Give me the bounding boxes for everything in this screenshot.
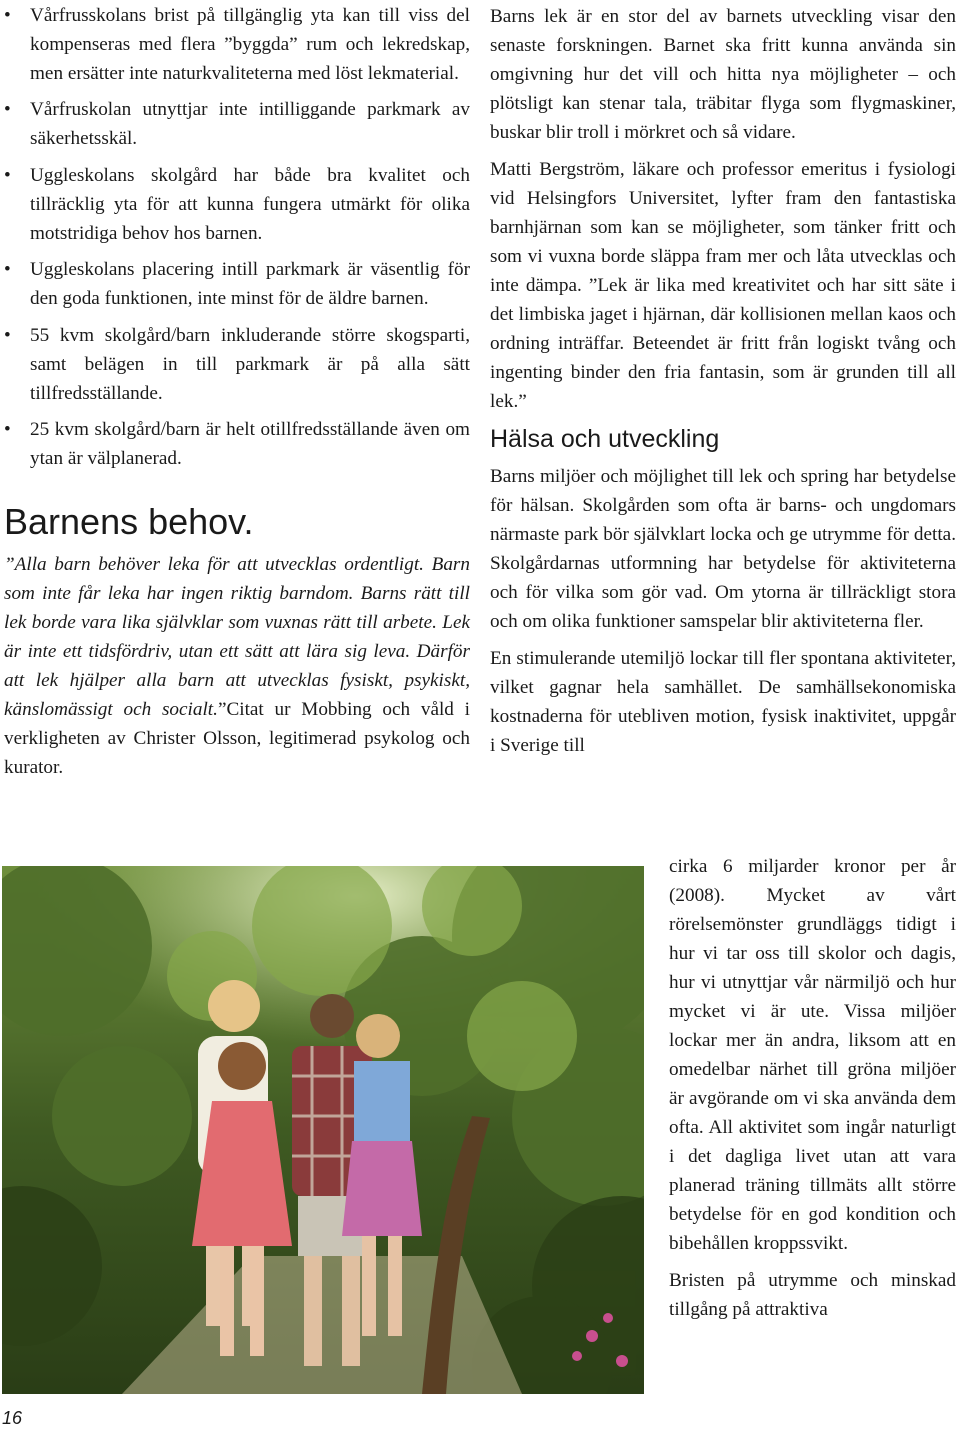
bullet-icon: •: [4, 99, 11, 121]
bullet-list: [4, 2, 470, 474]
list-item: [4, 2, 470, 88]
bullet-icon: •: [4, 164, 11, 186]
list-item: [4, 96, 470, 154]
wrapped-text-column: [669, 852, 956, 1324]
bullet-text: Vårfruskolan utnyttjar inte intilliggande parkmark av säkerhetsskäl.: [30, 99, 470, 150]
garden-children-photo: [2, 866, 644, 1394]
bullet-text: Uggleskolans skolgård har både bra kvalitet och tillräcklig yta för att kunna fungera utmärkt för olika motstridiga behov hos barnen.: [30, 164, 470, 244]
paragraph: En stimulerande utemiljö lockar till fler spontana aktiviteter, vilket gagnar hela samhället. De samhällsekonomiska kostnaderna för utebliven motion, fysisk inaktivitet, uppgår i Sverige till: [490, 648, 956, 756]
page-number: 16: [2, 1408, 23, 1428]
subheading: Hälsa och utveckling: [490, 425, 720, 453]
left-column: [4, 0, 470, 782]
quote-italic: ”Alla barn behöver leka för att utvecklas ordentligt. Barn som inte får leka har ingen riktig barndom. Barns rätt till lek borde vara lika självklar som vuxnas rätt till arbete. Lek är inte ett tidsfördriv, utan ett sätt att lära sig leva. Därför att lek hjälper alla barn att utvecklas fysiskt, psykiskt, känslomässigt och socialt.: [4, 553, 470, 720]
list-item: [4, 256, 470, 314]
bullet-text: 25 kvm skolgård/barn är helt otillfredsställande även om ytan är välplanerad.: [30, 419, 470, 470]
list-item: [4, 416, 470, 474]
bullet-icon: •: [4, 5, 11, 26]
paragraph: Barns miljöer och möjlighet till lek och spring har betydelse för hälsan. Skolgården som ofta är barns- och ungdomars närmaste park bör självklart locka och ge utrymme för detta. Skolgårdarnas utformning har betydelse för aktiviteterna och för vilka som gör vad. Om ytorna är tillräckligt stora och om olika funktioner samspelar blir aktiviteterna fler.: [490, 466, 956, 632]
bullet-text: 55 kvm skolgård/barn inkluderande större skogsparti, samt belägen in till parkmark är på alla sätt tillfredsställande.: [30, 324, 470, 404]
bullet-text: Vårfrusskolans brist på tillgänglig yta kan till viss del kompenseras med flera ”byggda” rum och lekredskap, men ersätter inte naturkvaliteterna med löst lekmaterial.: [30, 5, 470, 84]
list-item: [4, 162, 470, 248]
bullet-text: Uggleskolans placering intill parkmark är väsentlig för den goda funktionen, inte minst för de äldre barnen.: [30, 259, 470, 310]
bullet-icon: •: [4, 324, 11, 346]
bullet-icon: •: [4, 419, 11, 441]
quote-block: [4, 550, 470, 782]
paragraph: Barns lek är en stor del av barnets utveckling visar den senaste forskningen. Barnet ska fritt kunna använda sin omgivning hur det vill och hitta nya möjligheter – och plötsligt kan stenar tala, träbitar flyga som flygmaskiner, buskar blir troll i mörkret och så vidare.: [490, 6, 956, 143]
right-column: [490, 0, 956, 760]
paragraph: cirka 6 miljarder kronor per år (2008). Mycket av vårt rörelsemönster grundläggs tidigt i hur vi tar oss till skolor och dagis, hur vi utnyttjar vår närmiljö och hur mycket vi är ute. Vissa miljöer lockar mer än andra, liksom att en omedelbar närhet till gröna miljöer är avgörande om vi ska använda dem ofta. All aktivitet som ingår naturligt i det dagliga livet utan att vara planerad träning tillmäts allt större betydelse för en god kondition och bibehållen kroppssvikt.: [669, 856, 956, 1254]
paragraph: Matti Bergström, läkare och professor emeritus i fysiologi vid Helsingfors Universitet, lyfter fram den fantastiska barnhjärnan som kan se möjligheter, som tänker fritt och som vi vuxna borde släppa fram mer och låta utvecklas och inte dämpa. ”Lek är lika med kreativitet och har sitt säte i det limbiska jaget i hjärnan, där kollisionen mellan kaos och ordning inträffar. Beteendet är fritt från logiskt tvång och ingenting binder den fria fantasin, som är grunden till all lek.”: [490, 159, 956, 412]
section-title: Barnens behov.: [4, 500, 254, 542]
quote-source: ”Citat ur Mobbing och våld i verkligheten av Christer Olsson, legitimerad psykolog och kurator.: [4, 698, 470, 778]
paragraph: Bristen på utrymme och minskad tillgång på attraktiva: [669, 1270, 956, 1320]
bullet-icon: •: [4, 259, 11, 281]
photo-illustration: [2, 866, 644, 1394]
list-item: [4, 322, 470, 408]
